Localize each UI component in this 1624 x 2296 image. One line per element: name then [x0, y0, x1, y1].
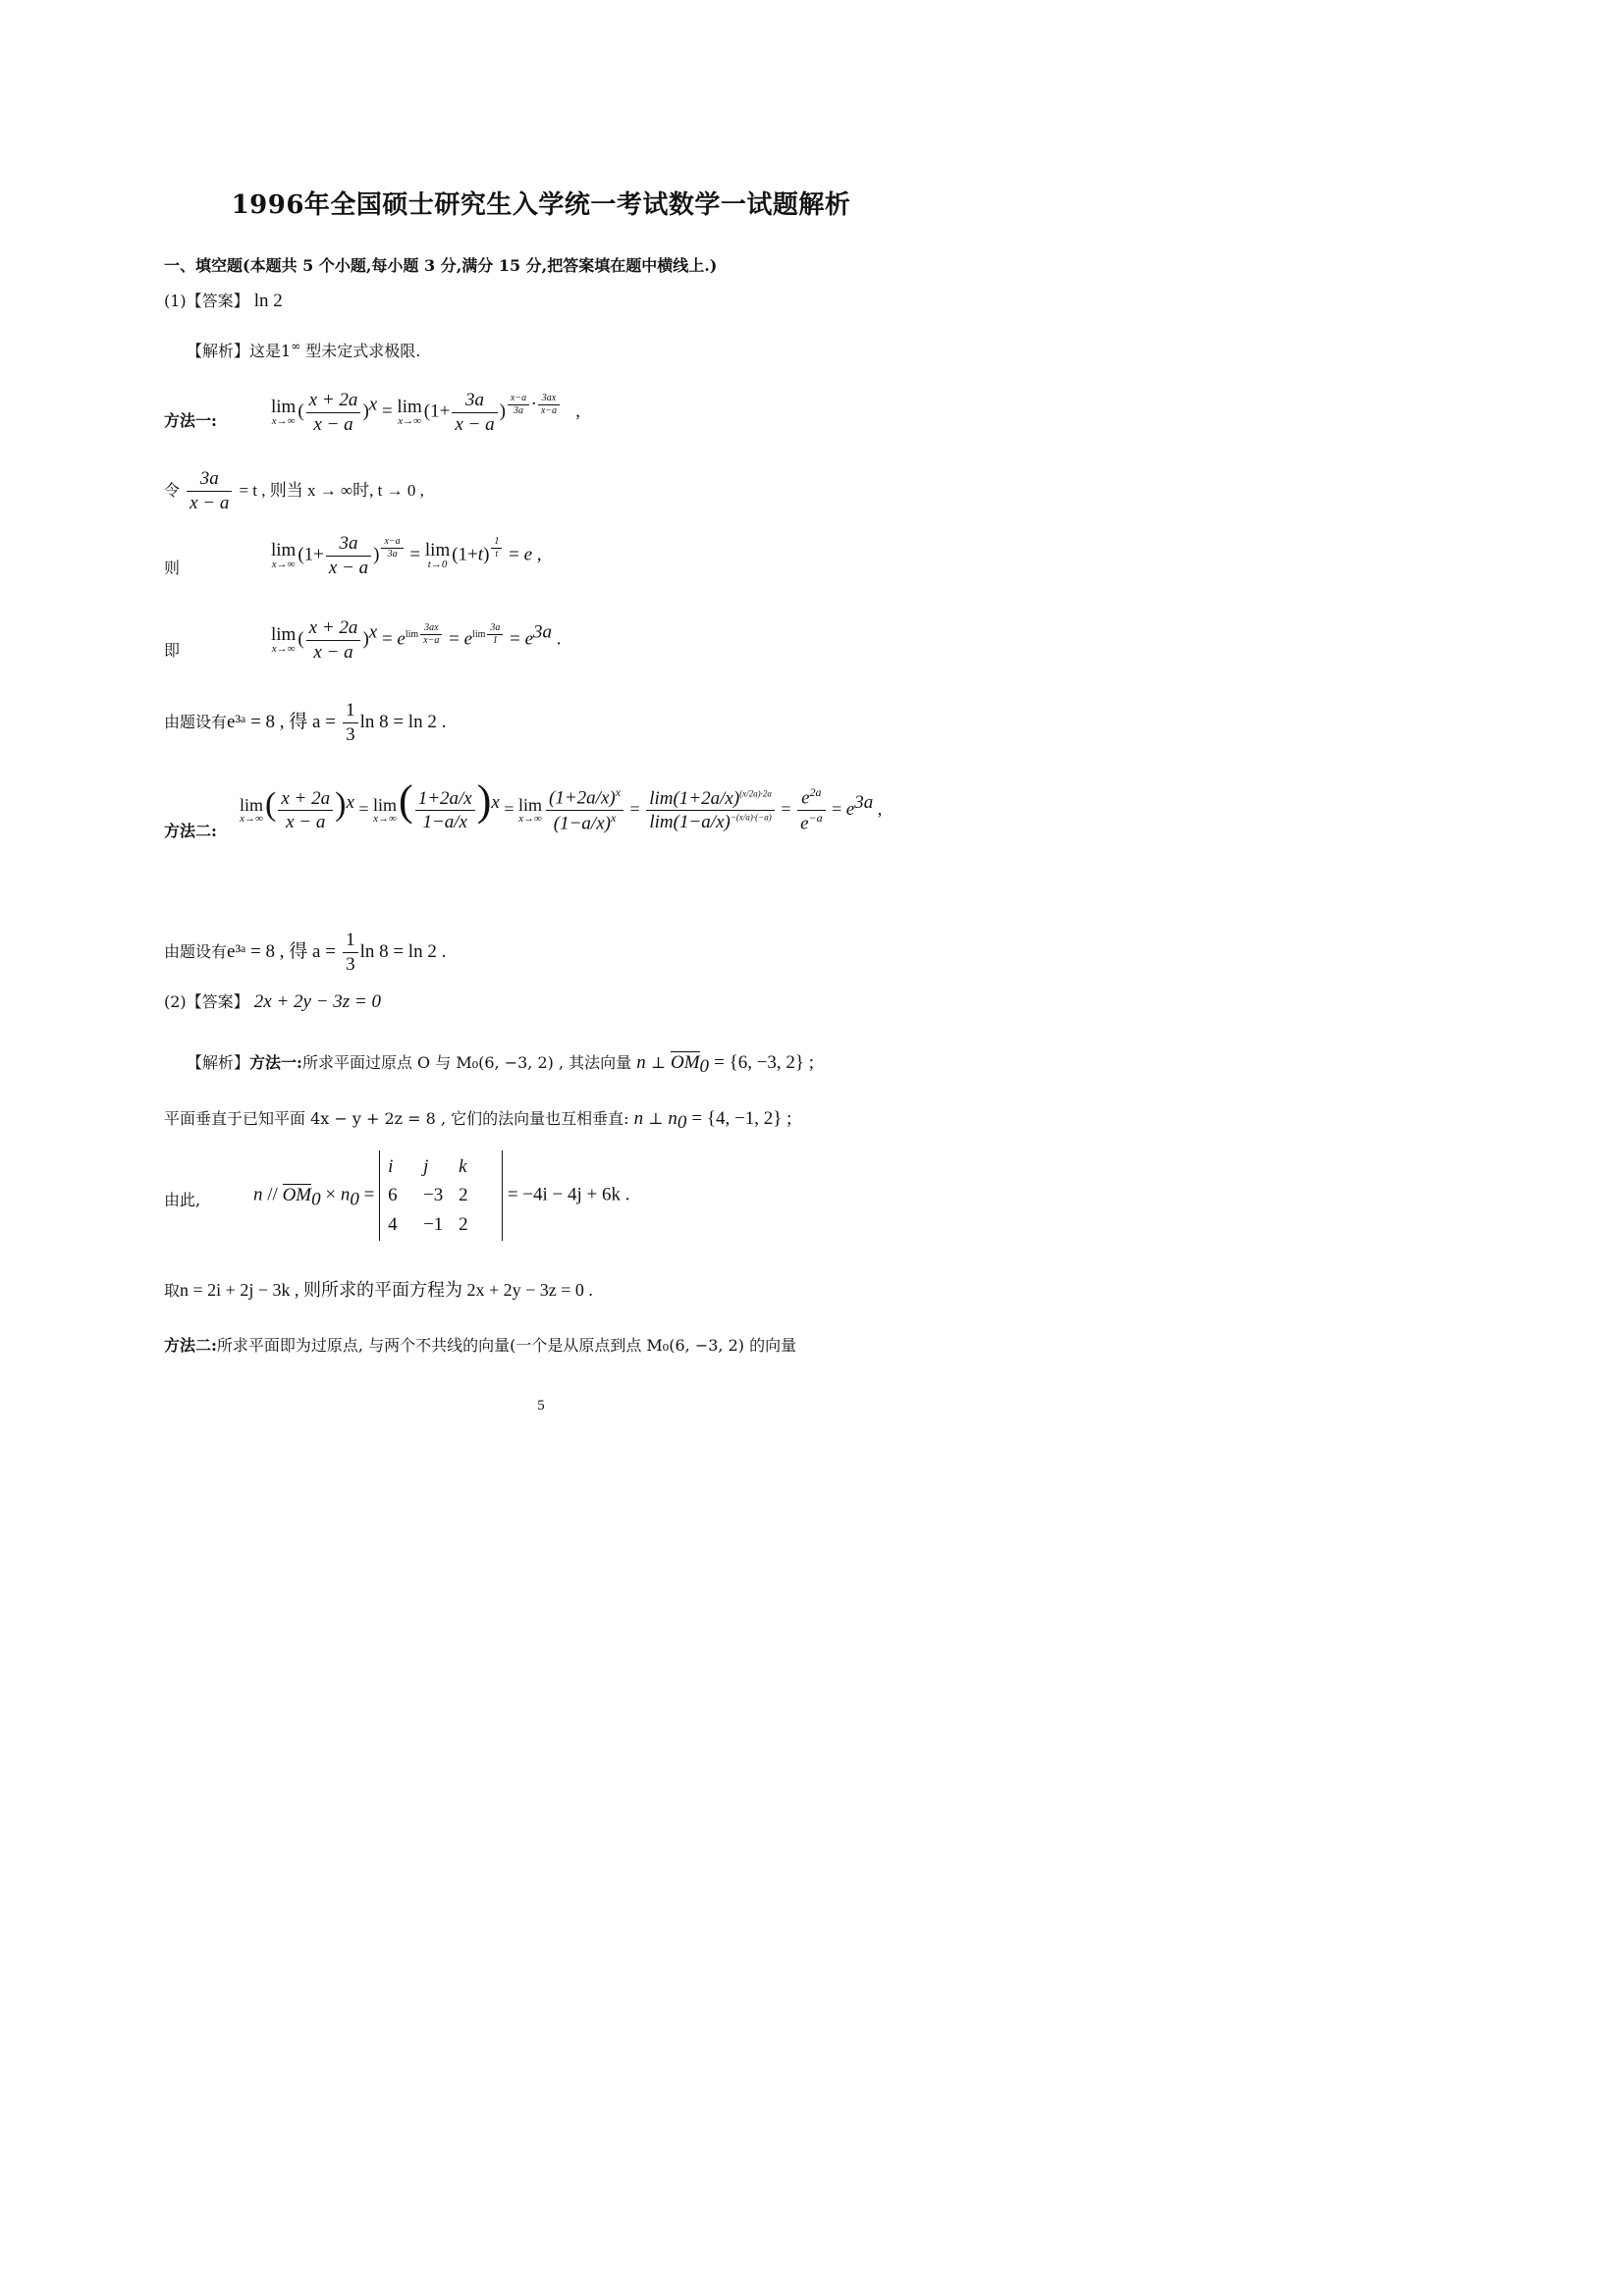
q2-answer-line — [164, 989, 381, 1013]
q2-line2-tail: = {4, −1, 2} ; — [691, 1108, 792, 1129]
q1-given-tail: ln 8 = ln 2 . — [359, 711, 447, 732]
q1-given-line-1: 由题设有e³ᵃ = 8 , 得 a = $\frac{1}{3}$ ln 8 = ln 2 . — [164, 700, 447, 745]
determinant-matrix: i j k 6 −3 2 4 −1 2 — [379, 1150, 503, 1241]
q2-answer-label: (2)【答案】 — [164, 992, 249, 1011]
q2-analysis-label: 【解析】 — [187, 1053, 250, 1072]
q1-analysis-line — [187, 339, 420, 361]
q2-determinant-formula: $n // OM_0 \times n_0 = i$ j k 6 −3 2 4 −1 2 = −4i − 4j + 6k . — [253, 1150, 629, 1241]
q1-given-text: e³ᵃ = 8 , 得 a = — [227, 711, 336, 732]
q2-hence-label: 由此, — [164, 1191, 201, 1209]
q1-analysis-sup: ∞ — [291, 339, 301, 353]
q1-method1-label: 方法一: — [164, 411, 217, 430]
page-number: 5 — [537, 1398, 545, 1414]
q1-given-text-2: e³ᵃ = 8 , 得 a = — [227, 940, 336, 962]
q1-given-prefix: 由题设有 — [164, 712, 228, 731]
q1-let-text: = t , 则当 x → ∞时, t → 0 , — [239, 480, 424, 500]
q2-line1-text: 所求平面过原点 O 与 M₀(6, −3, 2) , 其法向量 — [301, 1053, 632, 1072]
q2-take-line — [164, 1276, 593, 1302]
document-page — [0, 0, 1082, 1530]
q2-method2-text: 所求平面即为过原点, 与两个不共线的向量(一个是从原点到点 M₀(6, −3, 2) 的向量 — [216, 1336, 797, 1355]
q2-take-prefix: 取 — [164, 1281, 181, 1300]
q1-analysis-text: 这是1 — [249, 342, 292, 360]
q1-given-line-2: 由题设有e³ᵃ = 8 , 得 a = $\frac{1}{3}$ ln 8 = ln 2 . — [164, 930, 447, 975]
q2-take-text: n = 2i + 2j − 3k , 则所求的平面方程为 2x + 2y − 3z = 0 . — [180, 1280, 593, 1300]
section-heading: 一、填空题(本题共 5 个小题,每小题 3 分,满分 15 分,把答案填在题中横线上.) — [164, 256, 718, 275]
q1-analysis-tail: 型未定式求极限. — [300, 342, 421, 360]
q1-then-label: 则 — [164, 559, 181, 577]
q2-method2-label: 方法二: — [164, 1336, 217, 1355]
q1-method2-formula: lim x→∞ ( $\frac{x + 2a}{x - a}$ )$^x$ = lim x→∞ ( $\frac{1+2a/x}{1-a/x}$ )$^x$ = lim x→∞ $\frac{(1+2a/x)^x}{(1-a/x)^x}$ = $\frac{\lim(1+2a/x)^{(x/2a)\cdot 2a}}{\lim(1-a/x)^{-(x/a)\cdot(-a)}}$ = $\frac{e^{2a}}{e^{-a}}$ = $e^{3a}$ , — [240, 776, 883, 834]
q2-det-result: = −4i − 4j + 6k . — [507, 1184, 630, 1205]
q1-given-tail-2: ln 8 = ln 2 . — [359, 940, 447, 962]
q2-answer: 2x + 2y − 3z = 0 — [253, 991, 381, 1012]
q1-ie-formula: lim x→∞ ( $\frac{x + 2a}{x - a}$ )$^x = e^{lim \frac{3ax}{x-a}}$ = $e^{lim \frac{3a}{1}}$ = $e^{3a}$ . — [271, 617, 562, 663]
q1-analysis-label: 【解析】 — [187, 342, 250, 360]
q2-line2-text: 平面垂直于已知平面 4x − y + 2z = 8 , 它们的法向量也互相垂直: — [164, 1109, 629, 1128]
q1-given-prefix-2: 由题设有 — [164, 941, 228, 961]
q2-analysis-line: 【解析】方法一:所求平面过原点 O 与 M₀(6, −3, 2) , 其法向量 n ⊥ $OM_0 = \{6$, −3, 2} ; — [187, 1052, 815, 1078]
q2-line2: 平面垂直于已知平面 4x − y + 2z = 8 , 它们的法向量也互相垂直: n ⊥ $n_0 = \{4$, −1, 2} ; — [164, 1108, 792, 1134]
q1-then-formula: lim x→∞ (1+ $\frac{3a}{x - a}$ ) $^{\frac{x-a}{3a}}$ = lim t→0 (1+t) $^{\frac{1}{t}}$ = e , — [271, 533, 542, 578]
q1-ie-label: 即 — [164, 641, 181, 660]
q1-answer-line — [164, 289, 283, 312]
q2-method2-line — [164, 1333, 796, 1356]
q2-method1-label: 方法一: — [249, 1053, 302, 1072]
q2-line1-tail: = {6, −3, 2} ; — [714, 1052, 815, 1073]
q1-let-line: 令 $\frac{3a}{x - a}$ = t , 则当 x → ∞时, t → 0 , — [164, 468, 424, 513]
q1-method2-label: 方法二: — [164, 822, 217, 840]
q1-let-prefix: 令 — [164, 480, 181, 500]
q1-answer: ln 2 — [253, 291, 283, 311]
document-title: 1996年全国硕士研究生入学统一考试数学一试题解析 — [231, 190, 851, 220]
q1-method1-formula: lim x→∞ ( $\frac{x + 2a}{x - a}$ )$^x$ = lim x→∞ (1+ $\frac{3a}{x - a}$ ) $^{\frac{x-a}{3a} \cdot \frac{3ax}{x-a}}$ , — [271, 390, 581, 435]
q1-answer-label: (1)【答案】 — [164, 292, 249, 310]
